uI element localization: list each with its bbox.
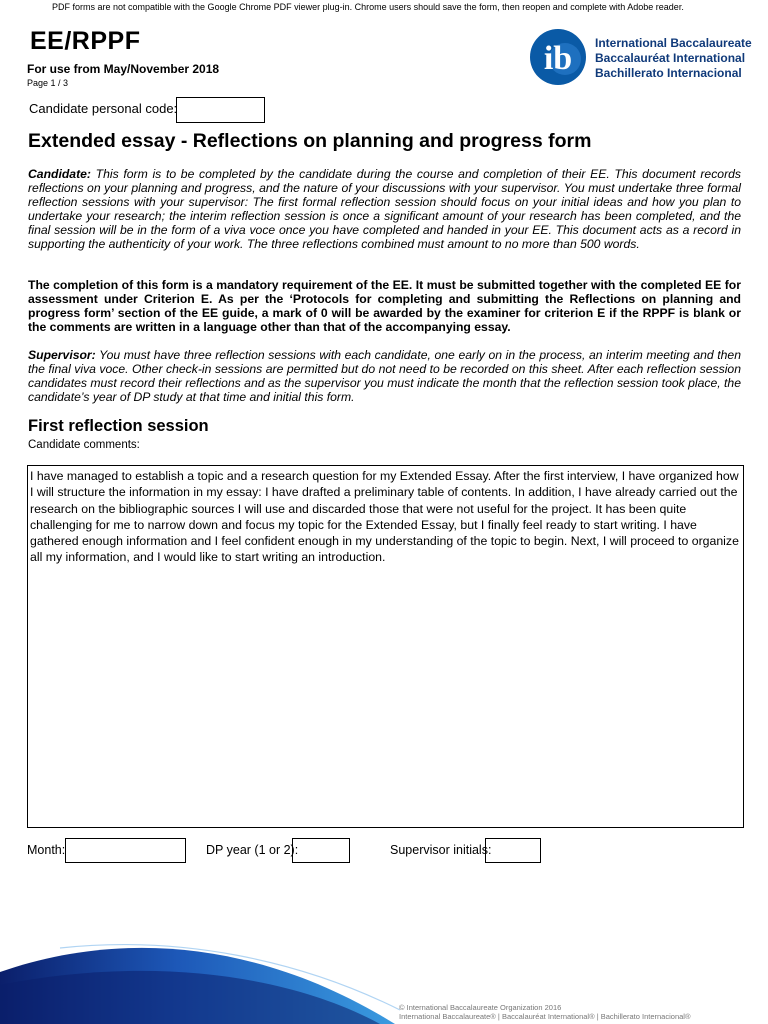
logo-line-en: International Baccalaureate (595, 36, 752, 50)
ib-logo-icon (530, 29, 586, 85)
month-field[interactable] (65, 838, 186, 863)
ib-logo-glyph: ib (543, 40, 573, 77)
candidate-instructions (28, 167, 741, 251)
ib-logo-text (595, 36, 752, 81)
candidate-instructions-body: This form is to be completed by the candidate during the course and completion of their EE. This document records reflections on your planning and progress, and the nature of your discussions with your supervisor. You must undertake three formal reflection sessions with your supervisor: The first formal reflection session should focus on your initial ideas and how you plan to undertake your research; the interim reflection session is once a significant amount of your research has been completed, and the final session will be in the form of a viva voce once you have completed and handed in your EE. This document acts as a record in supporting the authenticity of your work. The three reflections combined must amount to no more than 500 words. (28, 167, 741, 251)
form-code: EE/RPPF (30, 27, 141, 55)
dp-year-label: DP year (1 or 2): (206, 843, 299, 857)
ib-logo-mark (530, 29, 586, 85)
trademark-line: International Baccalaureate® | Baccalauréat International® | Bachillerato Internacional® (399, 1012, 691, 1021)
mandatory-requirement-text: The completion of this form is a mandatory requirement of the EE. It must be submitted together with the completed EE for assessment under Criterion E. As per the ‘Protocols for completing and submitting the Reflections on planning and progress form’ section of the EE guide, a mark of 0 will be awarded by the examiner for criterion E if the RPPF is blank or the comments are written in a language other than that of the accompanying essay. (28, 278, 741, 334)
pdf-compatibility-notice: PDF forms are not compatible with the Google Chrome PDF viewer plug-in. Chrome users should save the form, then reopen and complete with Adobe reader. (52, 2, 684, 12)
candidate-comments-label: Candidate comments: (28, 439, 140, 451)
page-title: Extended essay - Reflections on planning and progress form (28, 130, 592, 152)
supervisor-instructions (28, 348, 741, 404)
candidate-code-field[interactable] (176, 97, 265, 123)
month-label: Month: (27, 843, 66, 857)
section-title: First reflection session (28, 417, 209, 435)
copyright-footer (399, 1003, 690, 1021)
supervisor-lead: Supervisor: (28, 348, 96, 362)
supervisor-initials-label: Supervisor initials: (390, 843, 492, 857)
dp-year-field[interactable] (292, 838, 350, 863)
logo-line-fr: Baccalauréat International (595, 51, 746, 65)
candidate-comments-field[interactable]: I have managed to establish a topic and a research question for my Extended Essay. After the first interview, I have organized how I will structure the information in my essay: I have drafted a preliminary table of contents. In addition, I have already carried out the research on the bibliographic sources I will use and discarded those that were not useful for the project. It has been quite challenging for me to narrow down and focus my topic for the Extended Essay, but I finally feel ready to start writing. I have gathered enough information and I feel confident enough in my understanding of the topic to begin. Next, I will proceed to organize all my information, and I would like to start writing an introduction. (27, 465, 744, 828)
page-number: Page 1 / 3 (27, 78, 69, 88)
logo-line-es: Bachillerato Internacional (595, 66, 742, 80)
candidate-lead: Candidate: (28, 167, 91, 181)
copyright-line: © International Baccalaureate Organization 2016 (399, 1003, 562, 1012)
supervisor-initials-field[interactable] (485, 838, 541, 863)
supervisor-instructions-body: You must have three reflection sessions with each candidate, one early on in the process, an interim meeting and then the final viva voce. Other check-in sessions are permitted but do not need to be recorded on this sheet. After each reflection session candidates must record their reflections and as the supervisor you must indicate the month that the reflection session took place, the candidate’s year of DP study at that time and initial this form. (28, 348, 741, 404)
use-from-date: For use from May/November 2018 (27, 62, 220, 76)
candidate-code-label: Candidate personal code: (29, 101, 178, 116)
